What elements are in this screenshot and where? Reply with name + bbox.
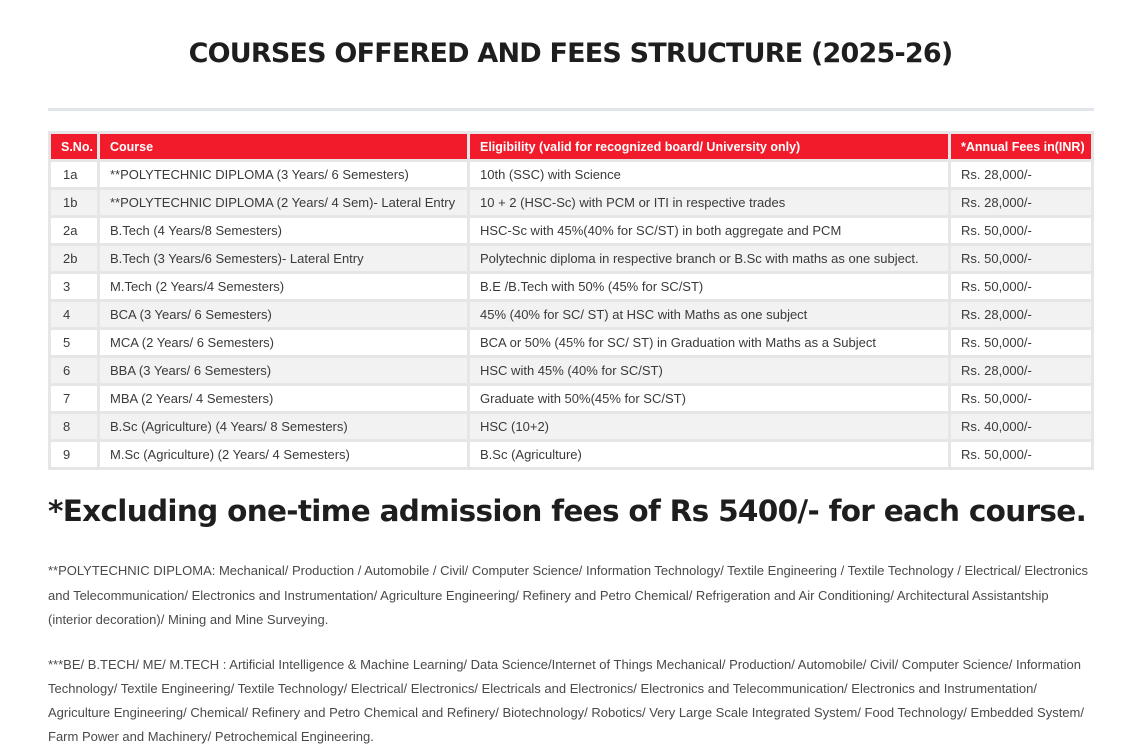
table-row — [51, 414, 1091, 439]
cell-eligibility: Polytechnic diploma in respective branch or B.Sc with maths as one subject. — [470, 246, 948, 271]
cell-sno: 3 — [51, 274, 97, 299]
admission-fee-note: *Excluding one-time admission fees of Rs 5400/- for each course. — [48, 494, 1087, 528]
header-sno: S.No. — [51, 134, 97, 159]
cell-eligibility: 45% (40% for SC/ ST) at HSC with Maths as one subject — [470, 302, 948, 327]
cell-sno: 8 — [51, 414, 97, 439]
cell-fees: Rs. 50,000/- — [951, 274, 1091, 299]
cell-eligibility: Graduate with 50%(45% for SC/ST) — [470, 386, 948, 411]
cell-fees: Rs. 50,000/- — [951, 246, 1091, 271]
cell-course: B.Sc (Agriculture) (4 Years/ 8 Semesters) — [100, 414, 467, 439]
cell-course: M.Tech (2 Years/4 Semesters) — [100, 274, 467, 299]
cell-sno: 4 — [51, 302, 97, 327]
header-eligibility: Eligibility (valid for recognized board/ University only) — [470, 134, 948, 159]
cell-course: M.Sc (Agriculture) (2 Years/ 4 Semesters) — [100, 442, 467, 467]
cell-course: MBA (2 Years/ 4 Semesters) — [100, 386, 467, 411]
title-divider — [48, 108, 1094, 111]
cell-fees: Rs. 28,000/- — [951, 358, 1091, 383]
cell-eligibility: BCA or 50% (45% for SC/ ST) in Graduation with Maths as a Subject — [470, 330, 948, 355]
cell-fees: Rs. 28,000/- — [951, 302, 1091, 327]
cell-eligibility: B.E /B.Tech with 50% (45% for SC/ST) — [470, 274, 948, 299]
cell-eligibility: 10th (SSC) with Science — [470, 162, 948, 187]
header-fees: *Annual Fees in(INR) — [951, 134, 1091, 159]
cell-eligibility: HSC (10+2) — [470, 414, 948, 439]
cell-fees: Rs. 50,000/- — [951, 218, 1091, 243]
table-row — [51, 218, 1091, 243]
cell-sno: 9 — [51, 442, 97, 467]
cell-course: **POLYTECHNIC DIPLOMA (2 Years/ 4 Sem)- Lateral Entry — [100, 190, 467, 215]
fees-table — [48, 131, 1094, 470]
cell-sno: 2a — [51, 218, 97, 243]
page-title: COURSES OFFERED AND FEES STRUCTURE (2025-26) — [188, 38, 953, 69]
cell-fees: Rs. 50,000/- — [951, 330, 1091, 355]
table-row — [51, 386, 1091, 411]
table-row — [51, 246, 1091, 271]
cell-eligibility: HSC with 45% (40% for SC/ST) — [470, 358, 948, 383]
header-course: Course — [100, 134, 467, 159]
cell-fees: Rs. 28,000/- — [951, 162, 1091, 187]
table-row — [51, 190, 1091, 215]
table-row — [51, 302, 1091, 327]
cell-sno: 2b — [51, 246, 97, 271]
cell-course: **POLYTECHNIC DIPLOMA (3 Years/ 6 Semesters) — [100, 162, 467, 187]
polytechnic-branches-note: **POLYTECHNIC DIPLOMA: Mechanical/ Production / Automobile / Civil/ Computer Science/ Information Technology/ Textile Engineering / Textile Technology / Electrical/ Electronics and Telecommunication/ Electronics and Instrumentation/ Agriculture Engineering/ Refinery and Petro Chemical/ Refrigeration and Air Conditioning/ Architectural Assistantship (interior decoration)/ Mining and Mine Surveying. — [48, 563, 1088, 627]
cell-fees: Rs. 50,000/- — [951, 442, 1091, 467]
cell-eligibility: HSC-Sc with 45%(40% for SC/ST) in both aggregate and PCM — [470, 218, 948, 243]
cell-course: MCA (2 Years/ 6 Semesters) — [100, 330, 467, 355]
cell-fees: Rs. 40,000/- — [951, 414, 1091, 439]
cell-course: B.Tech (3 Years/6 Semesters)- Lateral Entry — [100, 246, 467, 271]
table-row — [51, 274, 1091, 299]
cell-sno: 5 — [51, 330, 97, 355]
cell-sno: 7 — [51, 386, 97, 411]
table-row — [51, 442, 1091, 467]
table-header-row — [51, 134, 1091, 159]
cell-course: BCA (3 Years/ 6 Semesters) — [100, 302, 467, 327]
cell-course: B.Tech (4 Years/8 Semesters) — [100, 218, 467, 243]
cell-sno: 1b — [51, 190, 97, 215]
cell-fees: Rs. 28,000/- — [951, 190, 1091, 215]
engineering-branches-note: ***BE/ B.TECH/ ME/ M.TECH : Artificial Intelligence & Machine Learning/ Data Science/Internet of Things Mechanical/ Production/ Automobile/ Civil/ Computer Science/ Information Technology/ Textile Engineering/ Textile Technology/ Electrical/ Electronics/ Electricals and Electronics/ Electronics and Telecommunication/ Electronics and Instrumentation/ Agriculture Engineering/ Chemical/ Refinery and Petro Chemical and Refinery/ Biotechnology/ Robotics/ Very Large Scale Integrated System/ Food Technology/ Embedded System/ Farm Power and Machinery/ Petrochemical Engineering. — [48, 657, 1084, 744]
cell-course: BBA (3 Years/ 6 Semesters) — [100, 358, 467, 383]
cell-sno: 1a — [51, 162, 97, 187]
cell-sno: 6 — [51, 358, 97, 383]
table-row — [51, 358, 1091, 383]
cell-eligibility: 10 + 2 (HSC-Sc) with PCM or ITI in respective trades — [470, 190, 948, 215]
cell-fees: Rs. 50,000/- — [951, 386, 1091, 411]
table-body — [51, 162, 1091, 467]
table-row — [51, 330, 1091, 355]
table-row — [51, 162, 1091, 187]
cell-eligibility: B.Sc (Agriculture) — [470, 442, 948, 467]
